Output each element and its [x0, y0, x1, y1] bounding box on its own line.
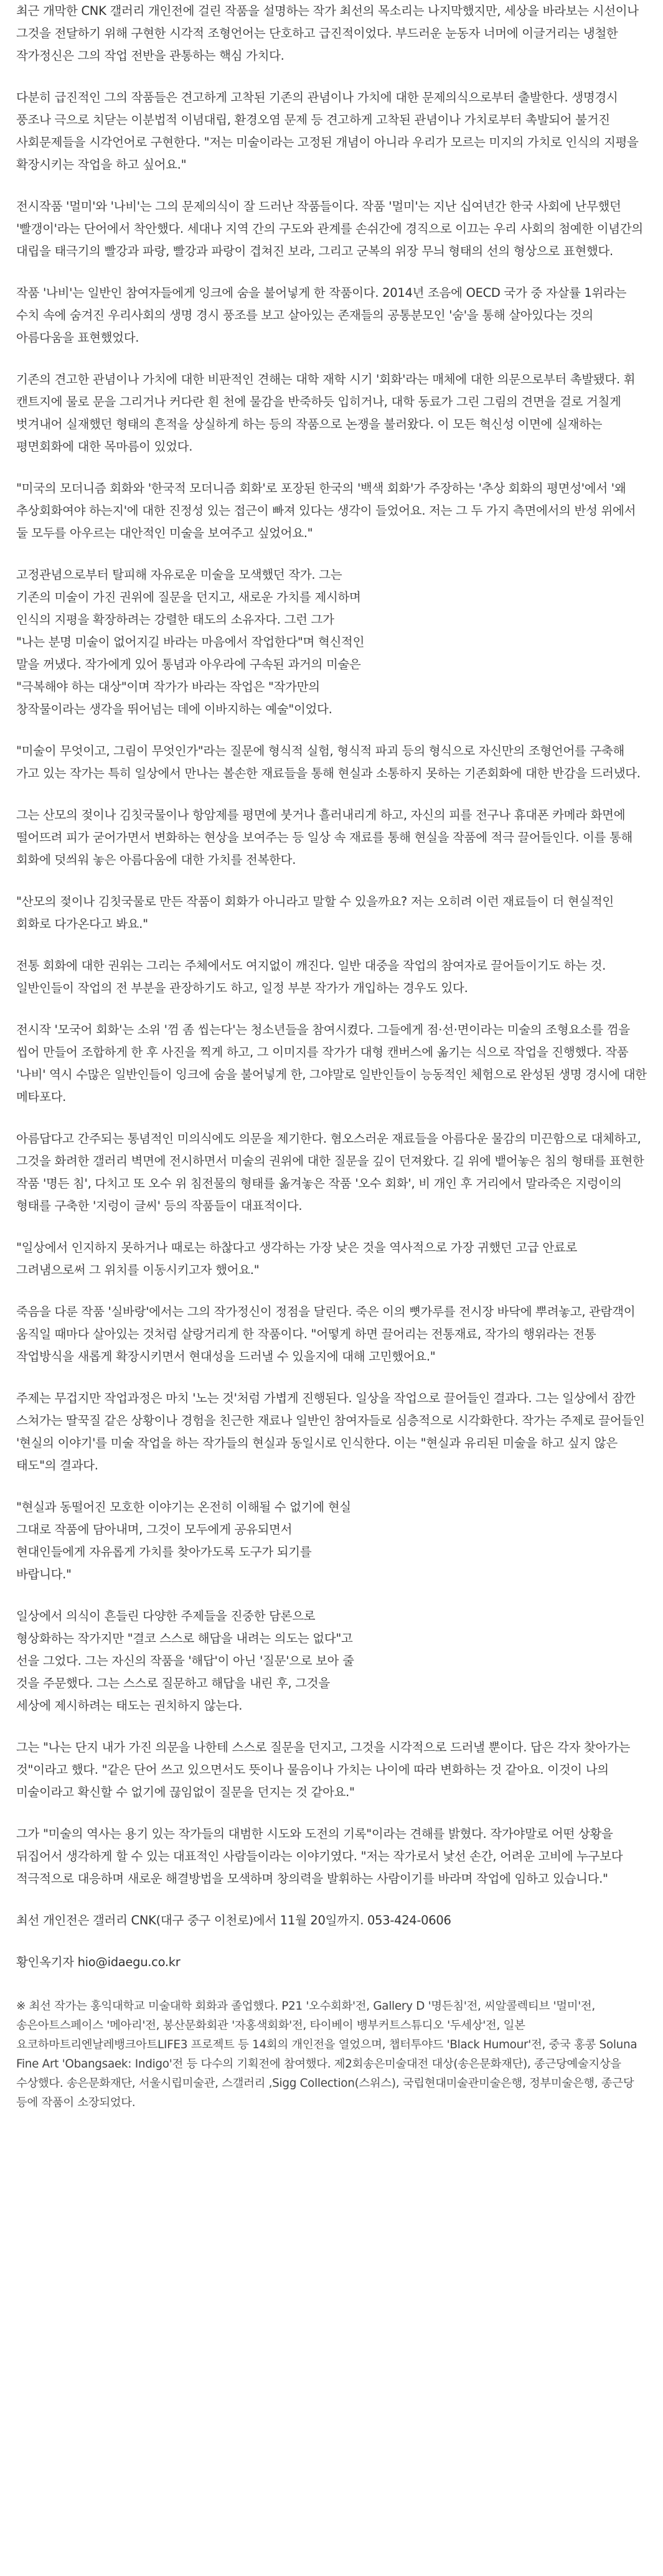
- article-paragraph: 작품 '나비'는 일반인 참여자들에게 잉크에 숨을 불어넣게 한 작품이다. 2014년 조음에 OECD 국가 중 자살률 1위라는 수치 속에 숨겨진 우리사회의 생명 경시 풍조를 보고 살아있는 존재들의 공통분모인 '숨'을 통해 살아있다는 것의 아름다움을 표현했었다.: [16, 286, 627, 345]
- article-paragraph: 아름답다고 간주되는 통념적인 미의식에도 의문을 제기한다. 혐오스러운 재료들을 아름다운 물감의 미끈함으로 대체하고, 그것을 화려한 갤러리 벽면에 전시하면서 미술의 권위에 대한 질문을 깊이 던져왔다. 길 위에 뱉어놓은 침의 형태를 표현한 작품 '명든 침', 다치고 또 오수 위 침전물의 형태를 옮겨놓은 작품 '오수 회화', 비 개인 후 거리에서 말라죽은 지렁이의 형태를 구축한 '지렁이 글씨' 등의 작품들이 대표적이다.: [16, 1131, 644, 1213]
- article-paragraph: 그는 산모의 젖이나 김칫국물이나 항암제를 평면에 붓거나 흘러내리게 하고, 자신의 피를 전구나 휴대폰 카메라 화면에 떨어뜨려 피가 굳어가면서 변화하는 현상을 보여주는 등 일상 속 재료를 통해 현실을 작품에 적극 끌어들인다. 이를 통해 회화에 덧씌워 놓은 아름다움에 대한 가치를 전복한다.: [16, 808, 633, 867]
- artist-quote: "일상에서 인지하지 못하거나 때로는 하찮다고 생각하는 가장 낮은 것을 역사적으로 가장 귀했던 고급 안료로 그려냄으로써 그 위치를 이동시키고자 했어요.": [16, 1240, 577, 1277]
- article-paragraph: 기존의 견고한 관념이나 가치에 대한 비판적인 견해는 대학 재학 시기 '회화'라는 매체에 대한 의문으로부터 촉발됐다. 휘 캔트지에 물로 문을 그리거나 커다란 흰 천에 물감을 반죽하듯 입히거나, 대학 동료가 그린 그림의 견면을 걸로 거칠게 벗겨내어 실재했던 형태의 흔적을 상실하게 하는 등의 작품으로 논쟁을 불러왔다. 이 모든 혁신성 이면에 실재하는 평면회화에 대한 목마름이 있었다.: [16, 372, 636, 454]
- article-paragraph: 일상에서 의식이 흔들린 다양한 주제들을 진중한 담론으로 형상화하는 작가지만 "결코 스스로 해답을 내려는 의도는 없다"고 선을 그었다. 그는 자신의 작품을 '해답'이 아닌 '질문'으로 보아 줄 것을 주문했다. 그는 스스로 질문하고 해답을 내린 후, 그것을 세상에 제시하려는 태도는 권치하지 않는다.: [16, 1609, 354, 1713]
- artist-quote: "미국의 모더니즘 회화와 '한국적 모더니즘 회화'로 포장된 한국의 '백색 회화'가 주장하는 '추상 회화의 평면성'에서 '왜 추상회화여야 하는지'에 대한 진정성 있는 접근이 빠져 있다는 생각이 들었어요. 저는 그 두 가지 측면에서의 반성 위에서 둘 모두를 아우르는 대안적인 미술을 보여주고 싶었어요.": [16, 481, 636, 540]
- article-paragraph: 그는 "나는 단지 내가 가진 의문을 나한테 스스로 질문을 던지고, 그것을 시각적으로 드러낼 뿐이다. 답은 각자 찾아가는 것"이라고 했다. "같은 단어 쓰고 있으면서도 뜻이나 물음이나 가치는 나이에 따라 변화하는 것 같아요. 이것이 나의 미술이라고 확신할 수 없기에 끊임없이 질문을 던지는 것 같아요.": [16, 1740, 631, 1799]
- narrow-column: [16, 564, 365, 721]
- artist-quote: "현실과 동떨어진 모호한 이야기는 온전히 이해될 수 없기에 현실 그대로 작품에 담아내며, 그것이 모두에게 공유되면서 현대인들에게 자유롭게 가치를 찾아가도록 도구가 되기를 바랍니다.": [16, 1500, 351, 1581]
- artist-quote: "산모의 젖이나 김칫국물로 만든 작품이 회화가 아니라고 말할 수 있을까요? 저는 오히려 이런 재료들이 더 현실적인 회화로 다가온다고 봐요.": [16, 894, 614, 931]
- footnote-text: ※ 최선 작가는 홍익대학교 미술대학 회화과 졸업했다. P21 '오수회화'전, Gallery D '명든침'전, 씨알콜렉티브 '멀미'전, 송은아트스페이스 '메아리'전, 봉산문화회관 '자홍색회화'전, 타이베이 뱅부커트스튜디오 '두세상'전, 일본 요코하마트리엔날레뱅크아트LIFE3 프로젝트 등 14회의 개인전을 열었으며, 챕터투야드 'Black Humour'전, 중국 홍콩 Soluna Fine Art 'Obangsaek: Indigo'전 등 다수의 기획전에 참여했다. 제2회송은미술대전 대상(송은문화재단), 종근당예술지상을 수상했다. 송은문화재단, 서울시립미술관, 스갤러리 ,Sigg Collection(스위스), 국립현대미술관미술은행, 정부미술은행, 종근당 등에 작품이 소장되었다.: [16, 2000, 637, 2109]
- article-paragraph: 주제는 무겁지만 작업과정은 마치 '노는 것'처럼 가볍게 진행된다. 일상을 작업으로 끌어들인 결과다. 그는 일상에서 잠깐 스쳐가는 딸꾹질 같은 상황이나 경험을 친근한 재료나 일반인 참여자들로 심층적으로 시각화한다. 작가는 주제로 끌어들인 '현실의 이야기'를 미술 작업을 하는 작가들의 현실과 동일시로 인식한다. 이는 "현실과 유리된 미술을 하고 싶지 않은 태도"의 결과다.: [16, 1391, 645, 1473]
- narrow-column: [16, 1496, 365, 1717]
- article-paragraph: 전통 회화에 대한 권위는 그리는 주체에서도 여지없이 깨진다. 일반 대중을 작업의 참여자로 끌어들이기도 하는 것. 일반인들이 작업의 전 부분을 관장하기도 하고, 일정 부분 작가가 개입하는 경우도 있다.: [16, 958, 606, 995]
- article-paragraph: "미술이 무엇이고, 그림이 무엇인가"라는 질문에 형식적 실험, 형식적 파괴 등의 형식으로 자신만의 조형언어를 구축해 가고 있는 작가는 특히 일상에서 만나는 볼손한 재료들을 통해 현실과 소통하지 못하는 기존회화에 대한 반감을 드러냈다.: [16, 744, 641, 780]
- article-paragraph: 전시작 '모국어 회화'는 소위 '껌 좀 씹는다'는 청소년들을 참여시켰다. 그들에게 점·선·면이라는 미술의 조형요소를 껌을 씹어 만들어 조합하게 한 후 사진을 찍게 하고, 그 이미지를 작가가 대형 캔버스에 옮기는 식으로 작업을 진행했다. 작품 '나비' 역시 수많은 일반인들이 잉크에 숨을 불어넣게 한, 그야말로 일반인들이 능동적인 체험으로 완성된 생명 경시에 대한 메타포다.: [16, 1023, 647, 1104]
- article-paragraph: 전시작품 '멀미'와 '나비'는 그의 문제의식이 잘 드러난 작품들이다. 작품 '멀미'는 지난 십여년간 한국 사회에 난무했던 '빨갱이'라는 단어에서 착안했다. 세대나 지역 간의 구도와 관계를 손쉬간에 경직으로 이끄는 우리 사회의 첨예한 이념간의 대립을 태극기의 빨강과 파랑, 빨강과 파랑이 겹쳐진 보라, 그리고 군복의 위장 무늬 형태의 선의 형상으로 표현했다.: [16, 199, 643, 258]
- article-paragraph: 고정관념으로부터 탈피해 자유로운 미술을 모색했던 작가. 그는 기존의 미술이 가진 권위에 질문을 던지고, 새로운 가치를 제시하며 인식의 지평을 확장하려는 강렬한 태도의 소유자다. 그런 그가 "나는 분명 미술이 없어지길 바라는 마음에서 작업한다"며 혁신적인 말을 꺼냈다. 작가에게 있어 통념과 아우라에 구속된 과거의 미술은 "극복해야 하는 대상"이며 작가가 바라는 작업은 "작가만의 창작물이라는 생각을 뛰어넘는 데에 이바지하는 예술"이었다.: [16, 568, 365, 716]
- article-paragraph: 그가 "미술의 역사는 용기 있는 작가들의 대범한 시도와 도전의 기록"이라는 견해를 밝혔다. 작가야말로 어떤 상황을 뒤집어서 생각하게 할 수 있는 대표적인 사람들이라는 이야기였다. "저는 작가로서 낯선 손간, 어려운 고비에 누구보다 적극적으로 대응하며 새로운 해결방법을 모색하며 창의력을 발휘하는 사람이기를 바라며 작업에 임하고 있습니다.": [16, 1827, 623, 1886]
- article-paragraph: 죽음을 다룬 작품 '실바랑'에서는 그의 작가정신이 정점을 달린다. 죽은 이의 뼛가루를 전시장 바닥에 뿌려놓고, 관람객이 움직일 때마다 살아있는 것처럼 살랑거리게 한 작품이다. "어떻게 하면 끌어리는 전통재료, 작가의 행위라는 전통 작업방식을 새롭게 확장시키면서 현대성을 드러낼 수 있을지에 대해 고민했어요.": [16, 1304, 636, 1364]
- artist-profile-note: [16, 1997, 647, 2112]
- exhibition-info: 최선 개인전은 갤러리 CNK(대구 중구 이천로)에서 11월 20일까지. 053-424-0606: [16, 1913, 451, 1927]
- article-paragraph: 최근 개막한 CNK 갤러리 개인전에 걸린 작품을 설명하는 작가 최선의 목소리는 나지막했지만, 세상을 바라보는 시선이나 그것을 전달하기 위해 구현한 시각적 조형언어는 단호하고 급진적이었다. 부드러운 눈동자 너머에 이글거리는 냉철한 작가정신은 그의 작업 전반을 관통하는 핵심 가치다.: [16, 4, 639, 63]
- article-paragraph: 다분히 급진적인 그의 작품들은 견고하게 고착된 기존의 관념이나 가치에 대한 문제의식으로부터 출발한다. 생명경시 풍조나 극으로 치닫는 이분법적 이념대립, 환경오염 문제 등 견고하게 고착된 관념이나 가치로부터 촉발되어 불거진 사회문제들을 시각언어로 구현한다. "저는 미술이라는 고정된 개념이 아니라 우리가 모르는 미지의 가치로 인식의 지평을 확장시키는 작업을 하고 싶어요.": [16, 90, 639, 172]
- reporter-byline: 황인옥기자 hio@idaegu.co.kr: [16, 1955, 181, 1969]
